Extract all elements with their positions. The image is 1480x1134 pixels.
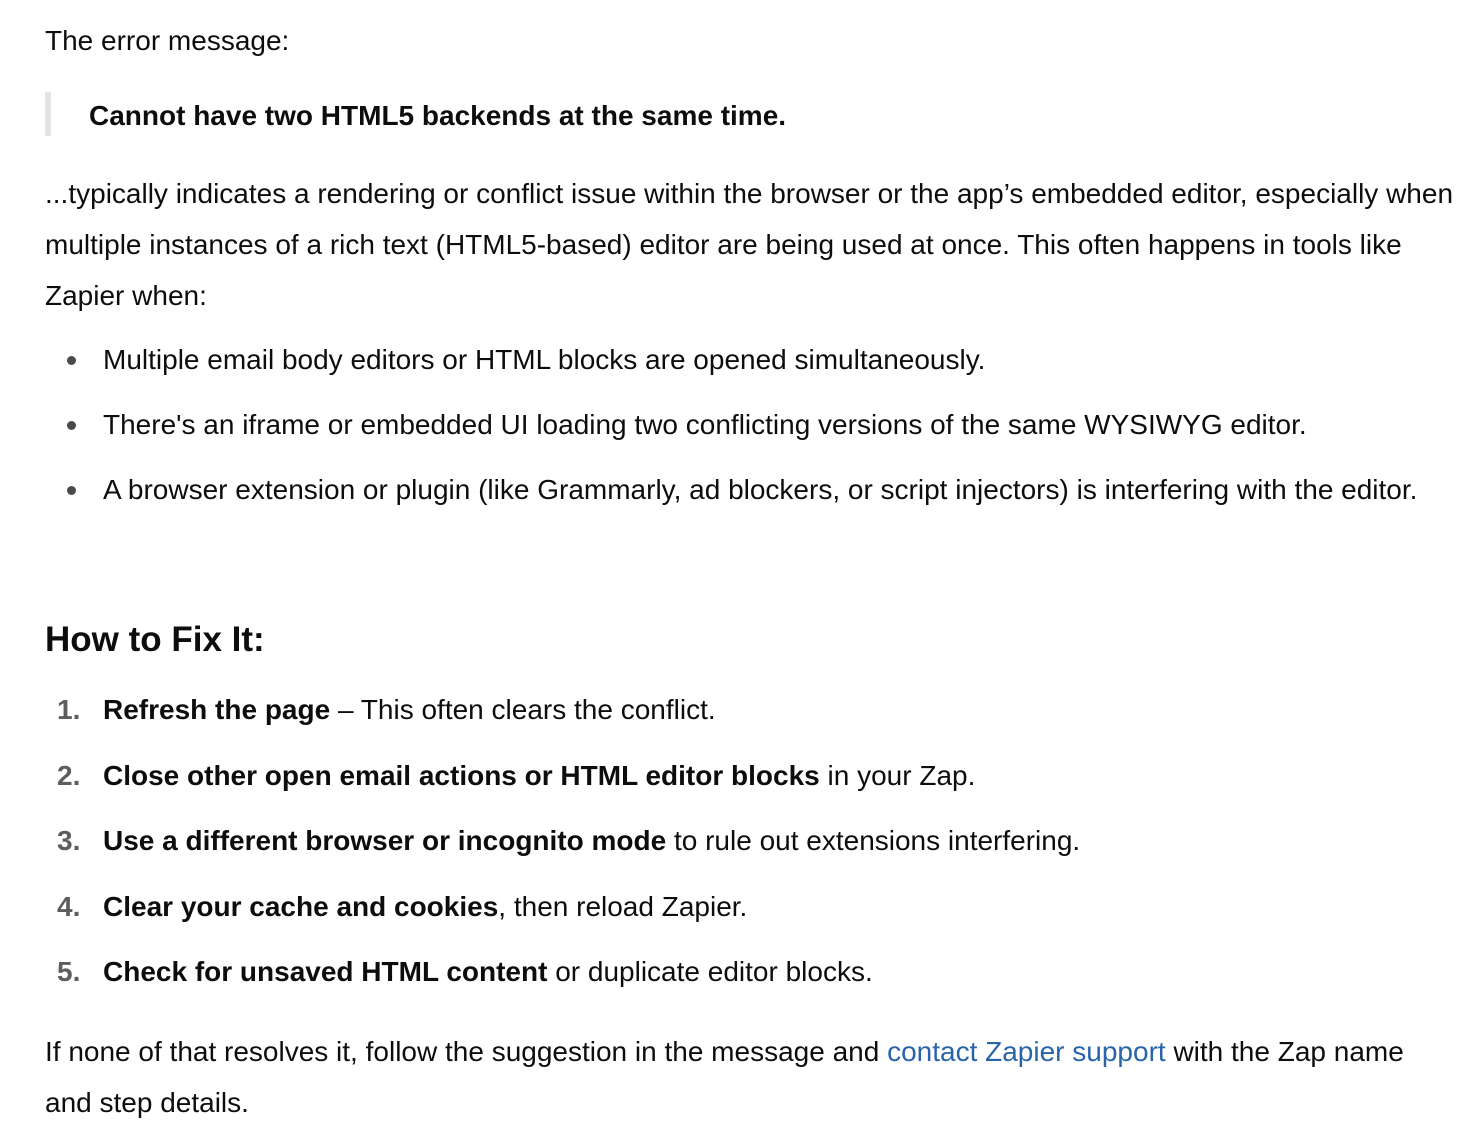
step-number: 1. <box>57 694 81 725</box>
bullet-icon <box>67 356 76 365</box>
step-bold-text: Refresh the page <box>103 694 331 725</box>
error-quote: Cannot have two HTML5 backends at the same time. <box>45 92 786 136</box>
bullet-icon <box>67 421 76 430</box>
list-item-text: A browser extension or plugin (like Grammarly, ad blockers, or script injectors) is interfering with the editor. <box>103 474 1418 505</box>
step-number: 2. <box>57 759 81 791</box>
list-item <box>45 334 1455 385</box>
step-item <box>45 815 1455 866</box>
outro-text-after: with the Zap name and step details. <box>45 1036 1404 1118</box>
list-item-text: There's an iframe or embedded UI loading two conflicting versions of the same WYSIWYG editor. <box>103 409 1307 440</box>
outro-paragraph <box>45 1026 1455 1128</box>
step-item <box>45 881 1455 932</box>
outro-text-before: If none of that resolves it, follow the suggestion in the message and <box>45 1036 888 1067</box>
step-number: 3. <box>57 825 81 856</box>
list-item-text: Multiple email body editors or HTML blocks are opened simultaneously. <box>103 344 986 375</box>
explanation-paragraph: ...typically indicates a rendering or conflict issue within the browser or the app’s embedded editor, especially when multiple instances of a rich text (HTML5-based) editor are being used at once. This often happens in tools like Zapier when: <box>45 178 1454 311</box>
step-number: 5. <box>57 956 81 987</box>
step-bold-text: Check for unsaved HTML content <box>103 956 548 987</box>
contact-support-link[interactable]: contact Zapier support <box>887 1036 1166 1067</box>
step-bold-text: Clear your cache and cookies <box>103 890 499 922</box>
fix-steps-list <box>45 684 1455 1012</box>
cause-list <box>45 334 1455 529</box>
step-bold-text: Close other open email actions or HTML editor blocks <box>103 759 820 791</box>
step-number: 4. <box>57 890 81 922</box>
step-item <box>45 946 1455 997</box>
intro-text: The error message: <box>45 25 290 56</box>
step-text: in your Zap. <box>819 759 976 791</box>
list-item <box>45 399 1455 450</box>
bullet-icon <box>67 486 76 495</box>
step-bold-text: Use a different browser or incognito mode <box>103 825 667 856</box>
step-text: to rule out extensions interfering. <box>666 825 1081 856</box>
step-item <box>45 750 1455 801</box>
list-item <box>45 464 1455 515</box>
fix-heading: How to Fix It: <box>45 620 265 659</box>
step-text: or duplicate editor blocks. <box>547 956 873 987</box>
step-text: , then reload Zapier. <box>498 890 748 922</box>
step-item <box>45 684 1455 735</box>
step-text: – This often clears the conflict. <box>330 694 716 725</box>
